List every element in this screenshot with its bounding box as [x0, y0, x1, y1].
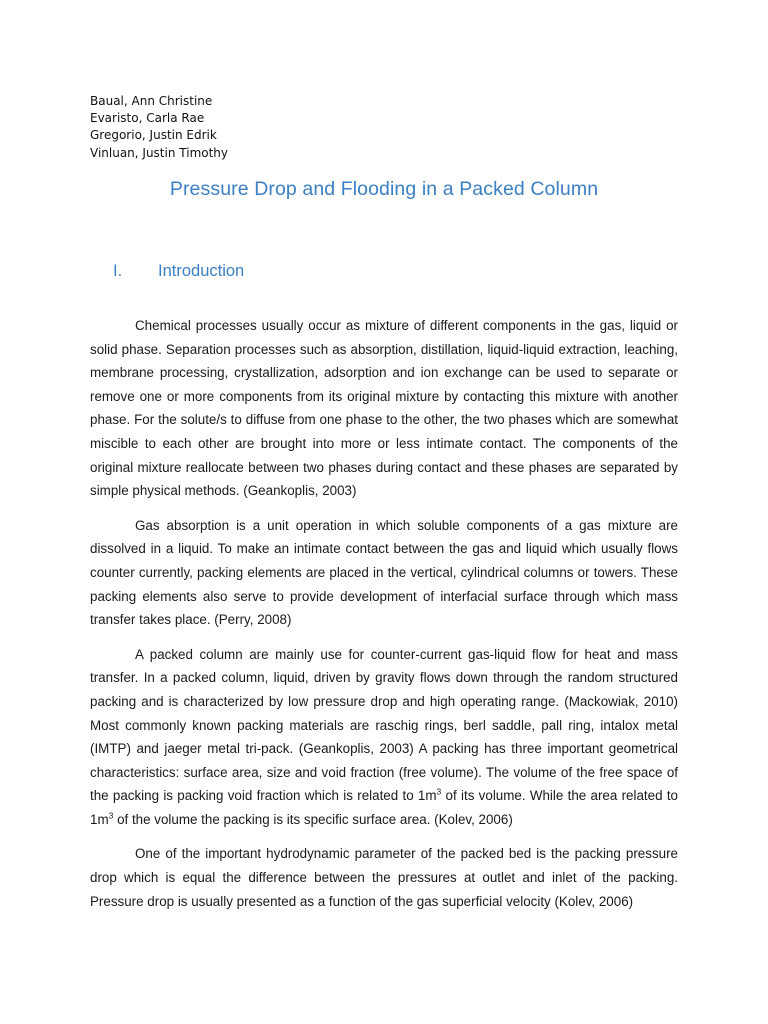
paragraph-text: of the volume the packing is its specific surface area. (Kolev, 2006) — [113, 811, 513, 827]
paragraph — [90, 643, 678, 832]
superscript: 3 — [436, 786, 442, 797]
paragraph: Gas absorption is a unit operation in which soluble components of a gas mixture are dissolved in a liquid. To make an intimate contact between the gas and liquid which usually flows counter currently, packing elements are placed in the vertical, cylindrical columns or towers. These packing elements also serve to provide development of interfacial surface through which mass transfer takes place. (Perry, 2008) — [90, 517, 678, 628]
author-name: Gregorio, Justin Edrik — [90, 128, 217, 143]
section-heading — [113, 262, 244, 281]
paragraph: Chemical processes usually occur as mixture of different components in the gas, liquid or solid phase. Separation processes such as absorption, distillation, liquid-liquid extraction, leaching, membrane processing, crystallization, adsorption and ion exchange can be used to separate or remove one or more components from its original mixture by contacting this mixture with another phase. For the solute/s to diffuse from one phase to the other, the two phases which are somewhat miscible to each other are brought into more or less intimate contact. The components of the original mixture reallocate between two phases during contact and these phases are separated by simple physical methods. (Geankoplis, 2003) — [90, 318, 678, 499]
paragraph-text: A packed column are mainly use for counter-current gas-liquid flow for heat and mass transfer. In a packed column, liquid, driven by gravity flows down through the random structured packing and is characterized by low pressure drop and high operating range. (Mackowiak, 2010) Most commonly known packing materials are raschig rings, berl saddle, pall ring, intalox metal (IMTP) and jaeger metal tri-pack. (Geankoplis, 2003) A packing has three important geometrical characteristics: surface area, size and void fraction (free volume). The volume of the free space of the packing is packing void fraction which is related to 1m — [90, 646, 678, 804]
author-list — [90, 93, 228, 162]
section-number: I. — [113, 262, 123, 280]
paragraph: One of the important hydrodynamic parameter of the packed bed is the packing pressure drop which is equal the difference between the pressures at outlet and inlet of the packing. Pressure drop is usually presented as a function of the gas superficial velocity (Kolev, 2006) — [90, 846, 678, 909]
author-name: Evaristo, Carla Rae — [90, 111, 205, 126]
paragraph-text: of its volume. While the area related to 1m — [90, 788, 678, 827]
superscript: 3 — [108, 810, 114, 821]
author-name: Vinluan, Justin Timothy — [90, 145, 229, 160]
author-name: Baual, Ann Christine — [90, 94, 213, 108]
body-text — [90, 314, 678, 924]
document-title: Pressure Drop and Flooding in a Packed Column — [169, 178, 599, 200]
section-title: Introduction — [158, 262, 245, 280]
